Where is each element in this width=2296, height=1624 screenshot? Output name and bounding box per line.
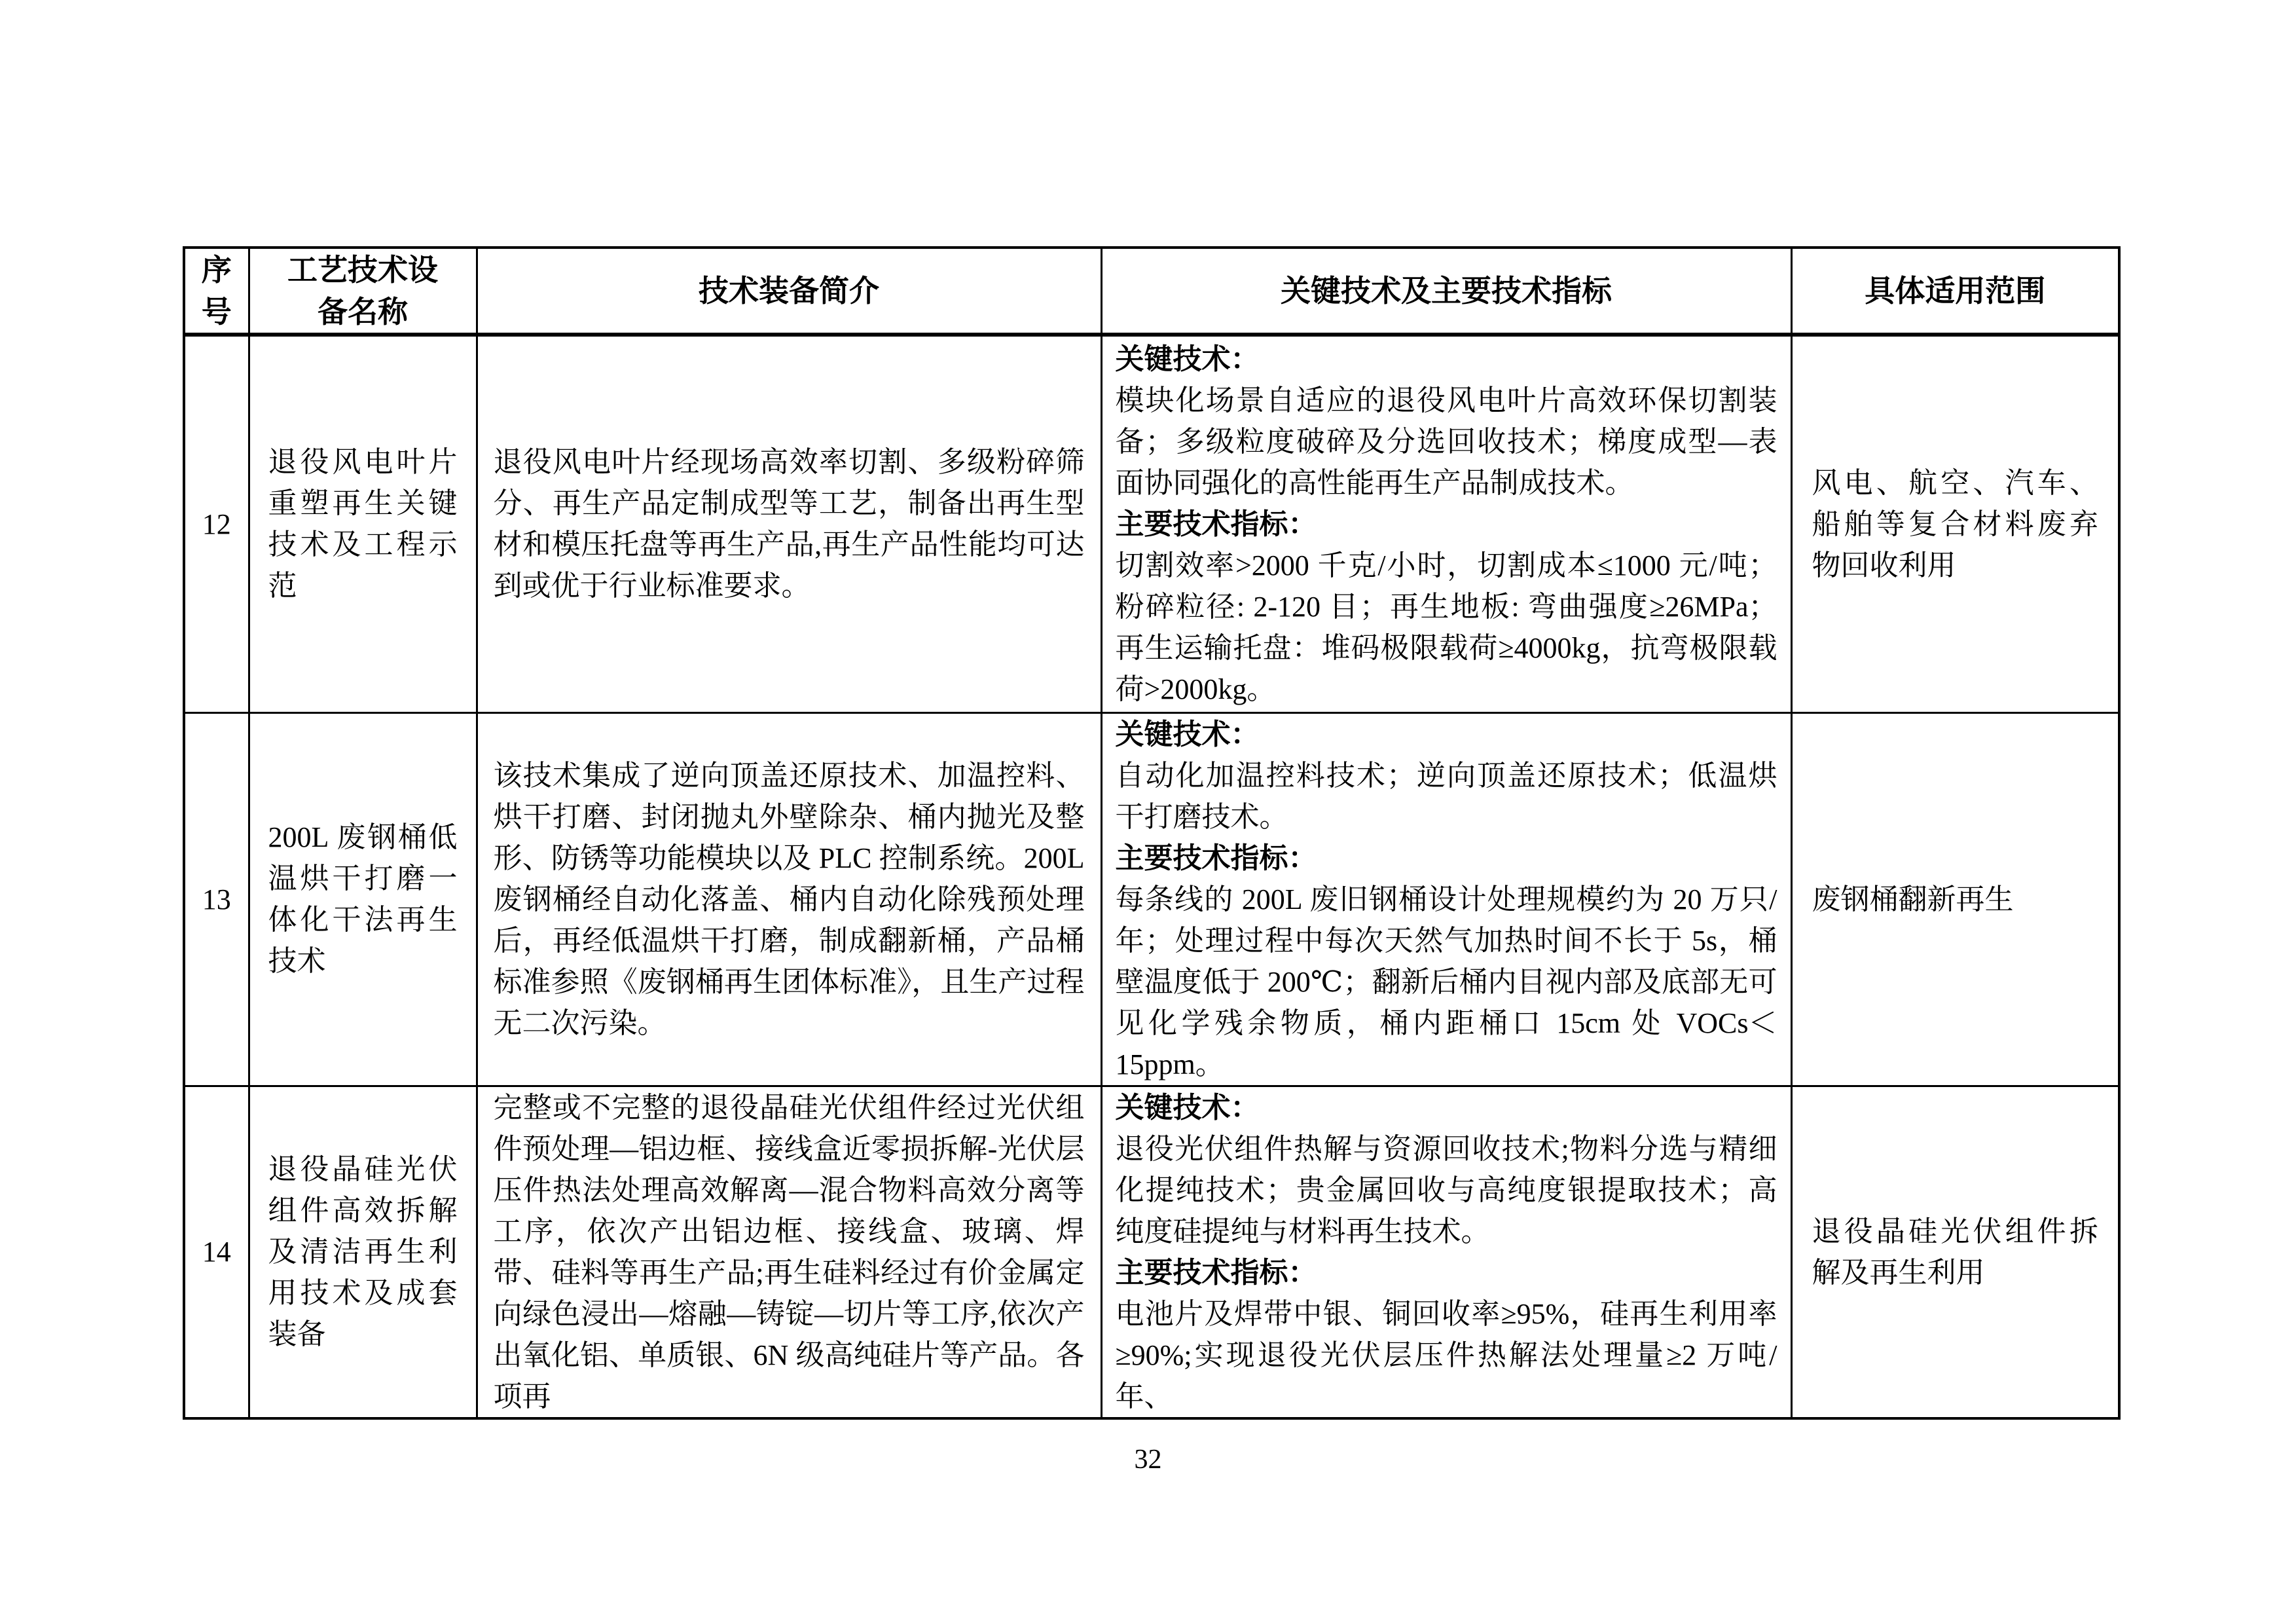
indicators-text: 电池片及焊带中银、铜回收率≥95%，硅再生利用率≥90%;实现退役光伏层压件热解法处理量≥2 万吨/年、 <box>1115 1297 1777 1412</box>
key-tech-text: 退役光伏组件热解与资源回收技术;物料分选与精细化提纯技术；贵金属回收与高纯度银提取技术；高纯度硅提纯与材料再生技术。 <box>1115 1132 1777 1247</box>
page-number: 32 <box>1134 1445 1162 1475</box>
header-serial-number: 序号 <box>184 248 249 335</box>
table-row-14 <box>184 1086 2119 1418</box>
key-tech-cell <box>1101 335 1791 712</box>
key-tech-cell <box>1101 712 1791 1086</box>
indicators-text: 每条线的 200L 废旧钢桶设计处理规模约为 20 万只/年；处理过程中每次天然气加热时间不长于 5s，桶壁温度低于 200℃；翻新后桶内目视内部及底部无可见化学残余物质，桶内距桶口 15cm 处 VOCs＜15ppm。 <box>1115 883 1777 1080</box>
key-tech-text: 模块化场景自适应的退役风电叶片高效环保切割装备；多级粒度破碎及分选回收技术；梯度成型—表面协同强化的高性能再生产品制成技术。 <box>1115 384 1777 499</box>
header-application-scope: 具体适用范围 <box>1791 248 2119 335</box>
indicators-label: 主要技术指标： <box>1115 507 1317 540</box>
equipment-name-cell: 200L 废钢桶低温烘干打磨一体化干法再生技术 <box>249 712 477 1086</box>
equipment-intro-cell: 该技术集成了逆向顶盖还原技术、加温控料、烘干打磨、封闭抛丸外壁除杂、桶内抛光及整形、防锈等功能模块以及 PLC 控制系统。200L 废钢桶经自动化落盖、桶内自动化除残预处理后，再经低温烘干打磨，制成翻新桶，产品桶标准参照《废钢桶再生团体标准》，且生产过程无二次污染。 <box>477 712 1101 1086</box>
application-scope-cell: 退役晶硅光伏组件拆解及再生利用 <box>1791 1086 2119 1418</box>
key-tech-label: 关键技术： <box>1115 1091 1260 1124</box>
application-scope-cell: 废钢桶翻新再生 <box>1791 712 2119 1086</box>
row-number-cell: 14 <box>184 1086 249 1418</box>
technology-table <box>183 246 2121 1420</box>
key-tech-cell <box>1101 1086 1791 1418</box>
key-tech-label: 关键技术： <box>1115 342 1260 375</box>
indicators-text: 切割效率>2000 千克/小时，切割成本≤1000 元/吨；粉碎粒径: 2-120 目；再生地板: 弯曲强度≥26MPa；再生运输托盘：堆码极限载荷≥4000kg，抗弯极限载荷>2000kg。 <box>1115 549 1777 705</box>
table-row-12 <box>184 335 2119 712</box>
equipment-name-cell: 退役晶硅光伏组件高效拆解及清洁再生利用技术及成套装备 <box>249 1086 477 1418</box>
row-number-cell: 13 <box>184 712 249 1086</box>
header-equipment-intro: 技术装备简介 <box>477 248 1101 335</box>
application-scope-cell: 风电、航空、汽车、船舶等复合材料废弃物回收利用 <box>1791 335 2119 712</box>
table-row-13 <box>184 712 2119 1086</box>
header-equipment-name: 工艺技术设备名称 <box>249 248 477 335</box>
key-tech-label: 关键技术： <box>1115 718 1260 750</box>
equipment-intro-cell: 完整或不完整的退役晶硅光伏组件经过光伏组件预处理—铝边框、接线盒近零损拆解-光伏层压件热法处理高效解离—混合物料高效分离等工序，依次产出铝边框、接线盒、玻璃、焊带、硅料等再生产品;再生硅料经过有价金属定向绿色浸出—熔融—铸锭—切片等工序,依次产出氧化铝、单质银、6N 级高纯硅片等产品。各项再 <box>477 1086 1101 1418</box>
equipment-name-cell: 退役风电叶片重塑再生关键技术及工程示范 <box>249 335 477 712</box>
equipment-intro-cell: 退役风电叶片经现场高效率切割、多级粉碎筛分、再生产品定制成型等工艺，制备出再生型材和模压托盘等再生产品,再生产品性能均可达到或优于行业标准要求。 <box>477 335 1101 712</box>
indicators-label: 主要技术指标： <box>1115 1256 1317 1289</box>
indicators-label: 主要技术指标： <box>1115 841 1317 874</box>
header-key-tech-indicators: 关键技术及主要技术指标 <box>1101 248 1791 335</box>
key-tech-text: 自动化加温控料技术；逆向顶盖还原技术；低温烘干打磨技术。 <box>1115 759 1777 833</box>
row-number-cell: 12 <box>184 335 249 712</box>
table-header-row <box>184 248 2119 335</box>
